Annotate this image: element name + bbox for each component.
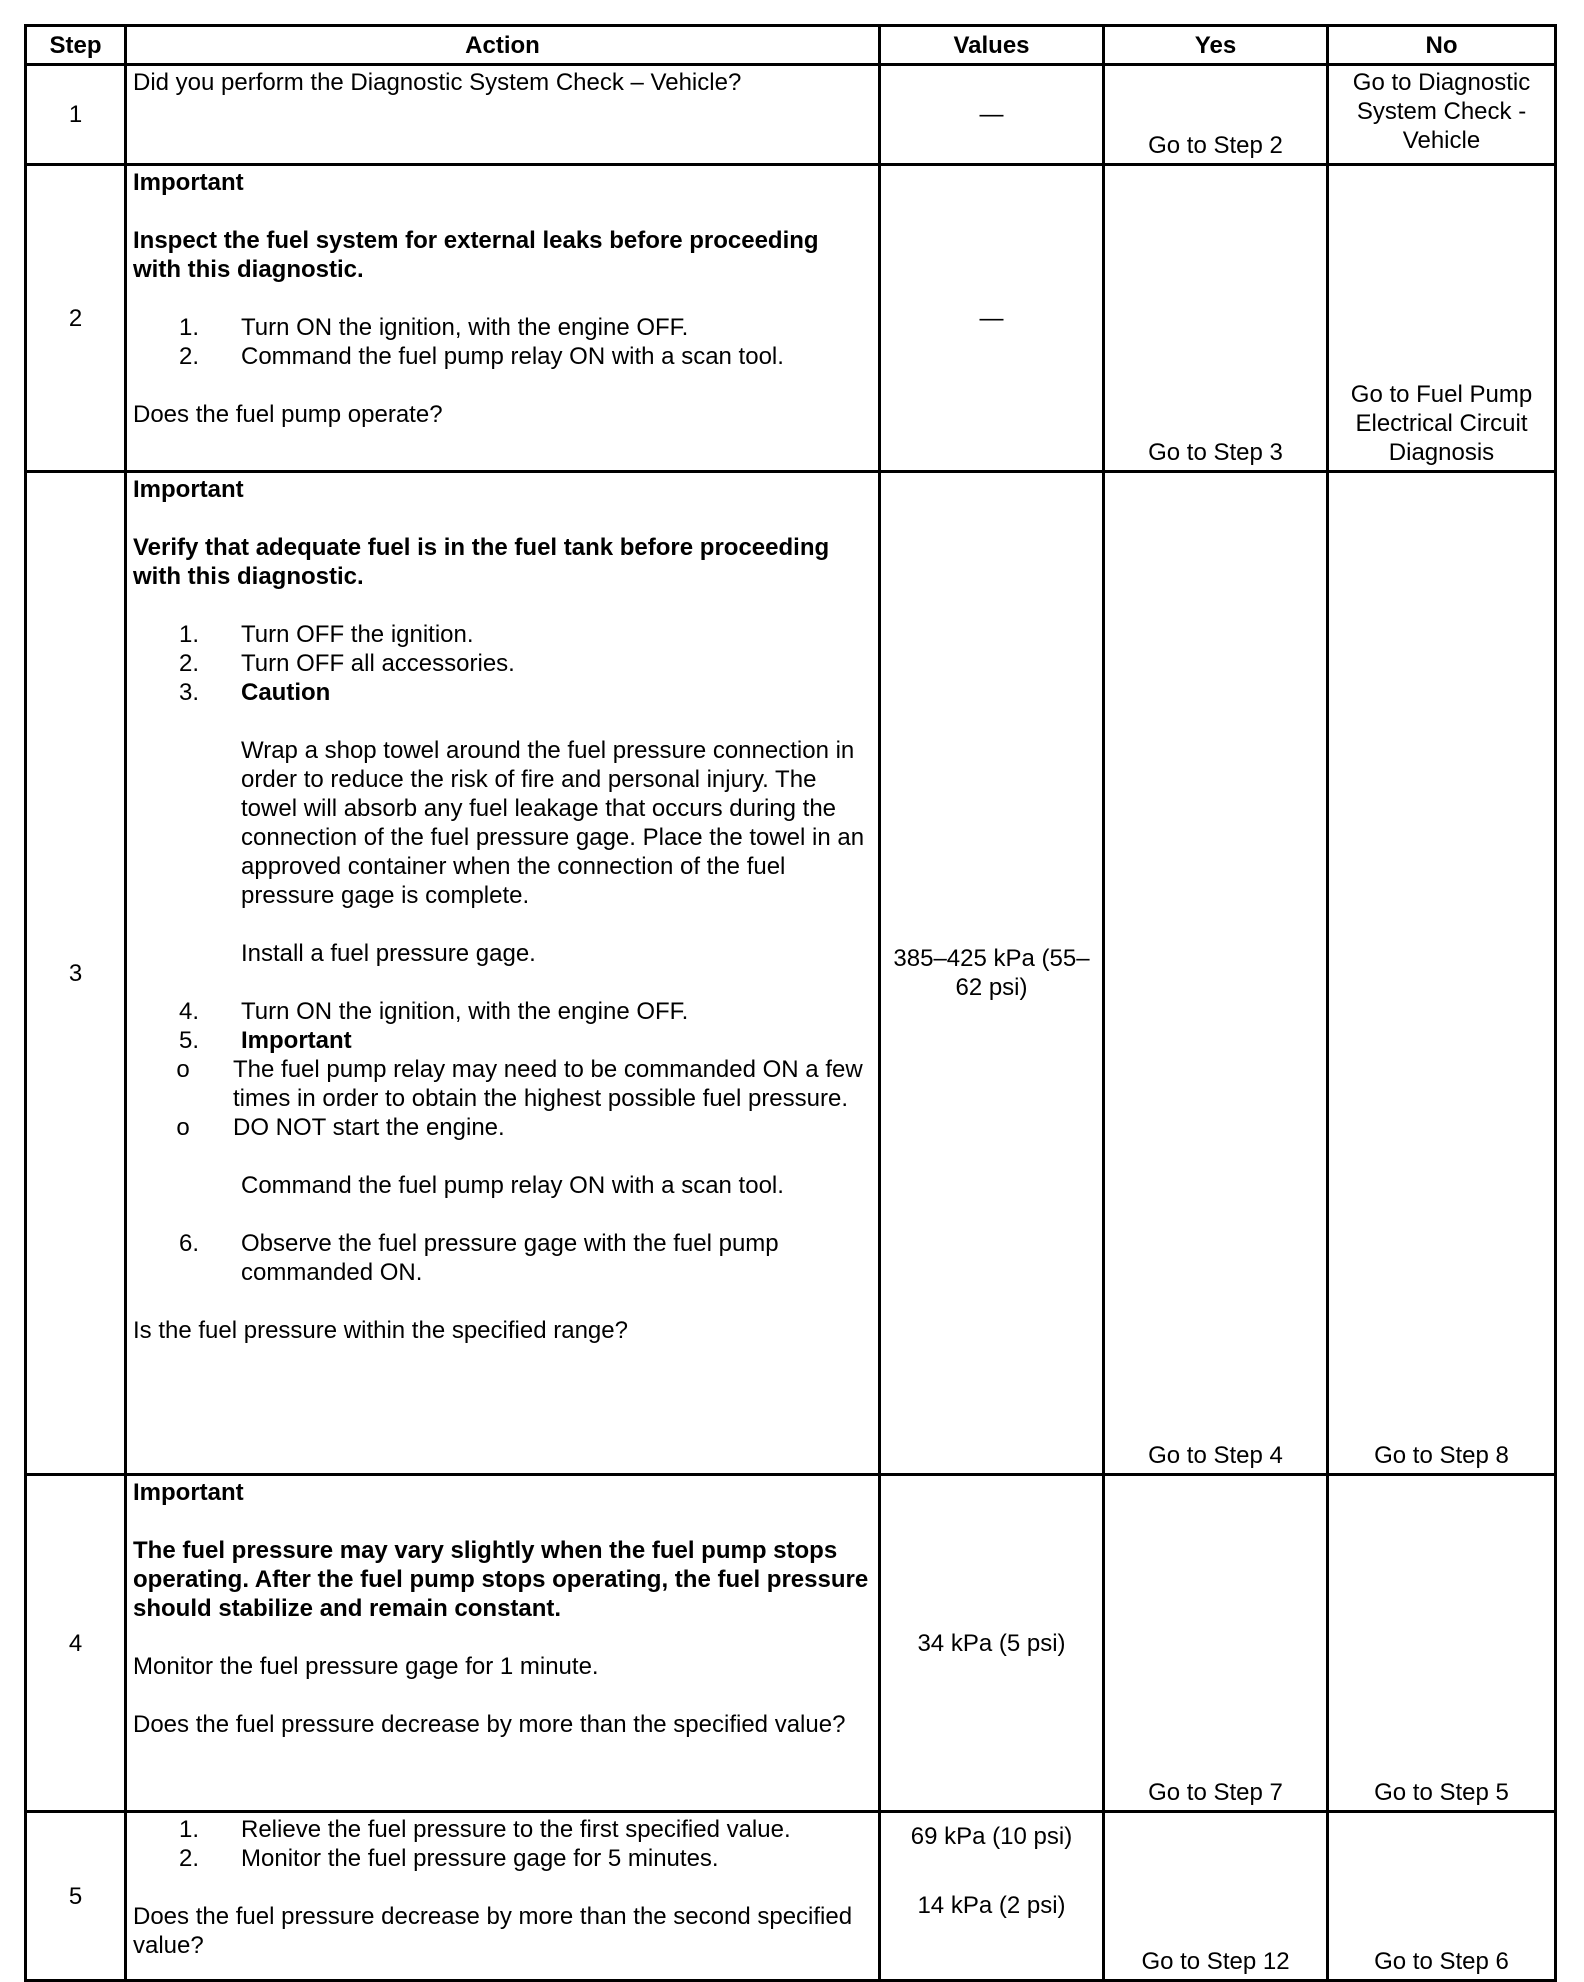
table-row [26, 472, 1556, 1475]
item-number: 6. [178, 1230, 199, 1257]
important-note: The fuel pressure may vary slightly when the fuel pump stops operating. After the fuel pump stops operating, the fuel pressure should stabilize and remain constant. [133, 1537, 869, 1622]
bullet-list [133, 1055, 872, 1142]
header-values: Values [880, 26, 1104, 65]
step-number: 3 [26, 472, 126, 1475]
yes-cell: Go to Step 12 [1104, 1812, 1328, 1981]
action-cell [126, 1475, 880, 1812]
question-text: Is the fuel pressure within the specified range? [133, 1317, 628, 1344]
install-text: Install a fuel pressure gage. [241, 940, 536, 967]
header-action: Action [126, 26, 880, 65]
yes-cell: Go to Step 7 [1104, 1475, 1328, 1812]
step-list [133, 313, 872, 371]
caution-heading: Caution [241, 679, 331, 706]
list-item [133, 1026, 872, 1055]
action-cell [126, 472, 880, 1475]
item-text: Command the fuel pump relay ON with a scan tool. [241, 343, 784, 370]
step-number: 1 [26, 65, 126, 165]
list-item [133, 342, 872, 371]
item-number: 2. [178, 343, 199, 370]
item-number: 3. [178, 679, 199, 706]
value-first: 69 kPa (10 psi) [910, 1823, 1073, 1850]
diagnostic-table [24, 24, 1557, 1982]
value-cell: — [880, 65, 1104, 165]
header-step: Step [26, 26, 126, 65]
item-text: Turn OFF all accessories. [241, 650, 515, 677]
item-text: Relieve the fuel pressure to the first specified value. [241, 1816, 791, 1843]
action-cell [126, 65, 880, 165]
list-item [133, 649, 872, 678]
bullet-marker: o [176, 1114, 190, 1141]
bullet-text: DO NOT start the engine. [233, 1114, 505, 1141]
important-note: Inspect the fuel system for external leaks before proceeding with this diagnostic. [133, 227, 819, 283]
item-text: Turn OFF the ignition. [241, 621, 474, 648]
step-list [133, 620, 872, 707]
value-cell: 34 kPa (5 psi) [880, 1475, 1104, 1812]
step-list [133, 997, 872, 1055]
item-number: 1. [178, 1816, 199, 1843]
bullet-marker: o [176, 1056, 190, 1083]
item-number: 1. [178, 621, 199, 648]
important-heading: Important [133, 169, 244, 196]
no-cell: Go to Step 5 [1328, 1475, 1556, 1812]
table-row [26, 65, 1556, 165]
yes-cell: Go to Step 4 [1104, 472, 1328, 1475]
header-yes: Yes [1104, 26, 1328, 65]
yes-cell: Go to Step 3 [1104, 165, 1328, 472]
value-second: 14 kPa (2 psi) [917, 1892, 1066, 1919]
step-list [133, 1229, 872, 1287]
item-text: Turn ON the ignition, with the engine OFF. [241, 314, 689, 341]
list-item [133, 620, 872, 649]
table-row [26, 165, 1556, 472]
step-number: 2 [26, 165, 126, 472]
question-text: Did you perform the Diagnostic System Check – Vehicle? [133, 69, 742, 96]
monitor-text: Monitor the fuel pressure gage for 1 minute. [133, 1653, 599, 1680]
action-cell [126, 1812, 880, 1981]
table-row [26, 1475, 1556, 1812]
caution-text: Wrap a shop towel around the fuel pressure connection in order to reduce the risk of fire and personal injury. The towel will absorb any fuel leakage that occurs during the connection of the fuel pressure gage. Place the towel in an approved container when the connection of the fuel pressure gage is complete. [241, 737, 865, 909]
item-number: 4. [178, 998, 199, 1025]
value-cell: 385–425 kPa (55–62 psi) [880, 472, 1104, 1475]
important-note: Verify that adequate fuel is in the fuel tank before proceeding with this diagnostic. [133, 534, 830, 590]
list-item [133, 997, 872, 1026]
item-number: 2. [178, 1845, 199, 1872]
no-cell: Go to Fuel Pump Electrical Circuit Diagnosis [1328, 165, 1556, 472]
important-heading: Important [133, 1479, 244, 1506]
list-item [133, 1229, 872, 1287]
no-cell: Go to Step 8 [1328, 472, 1556, 1475]
important-heading: Important [133, 476, 244, 503]
no-cell: Go to Step 6 [1328, 1812, 1556, 1981]
command-text: Command the fuel pump relay ON with a scan tool. [241, 1172, 784, 1199]
list-item [133, 1815, 872, 1844]
important-heading: Important [241, 1027, 352, 1054]
bullet-text: The fuel pump relay may need to be commanded ON a few times in order to obtain the highest possible fuel pressure. [233, 1056, 863, 1112]
list-item [133, 1055, 872, 1113]
item-text: Observe the fuel pressure gage with the fuel pump commanded ON. [241, 1230, 779, 1286]
header-row [26, 26, 1556, 65]
item-text: Monitor the fuel pressure gage for 5 minutes. [241, 1845, 719, 1872]
list-item [133, 1844, 872, 1873]
step-number: 4 [26, 1475, 126, 1812]
list-item [133, 313, 872, 342]
value-cell [880, 1812, 1104, 1981]
yes-cell: Go to Step 2 [1104, 65, 1328, 165]
item-number: 1. [178, 314, 199, 341]
step-list [133, 1815, 872, 1873]
item-number: 5. [178, 1027, 199, 1054]
list-item [133, 678, 872, 707]
step-number: 5 [26, 1812, 126, 1981]
header-no: No [1328, 26, 1556, 65]
no-cell: Go to Diagnostic System Check - Vehicle [1328, 65, 1556, 165]
item-number: 2. [178, 650, 199, 677]
action-cell [126, 165, 880, 472]
question-text: Does the fuel pressure decrease by more than the second specified value? [133, 1903, 853, 1959]
question-text: Does the fuel pressure decrease by more than the specified value? [133, 1711, 846, 1738]
table-row [26, 1812, 1556, 1981]
item-text: Turn ON the ignition, with the engine OFF. [241, 998, 689, 1025]
value-cell: — [880, 165, 1104, 472]
list-item [133, 1113, 872, 1142]
question-text: Does the fuel pump operate? [133, 401, 443, 428]
